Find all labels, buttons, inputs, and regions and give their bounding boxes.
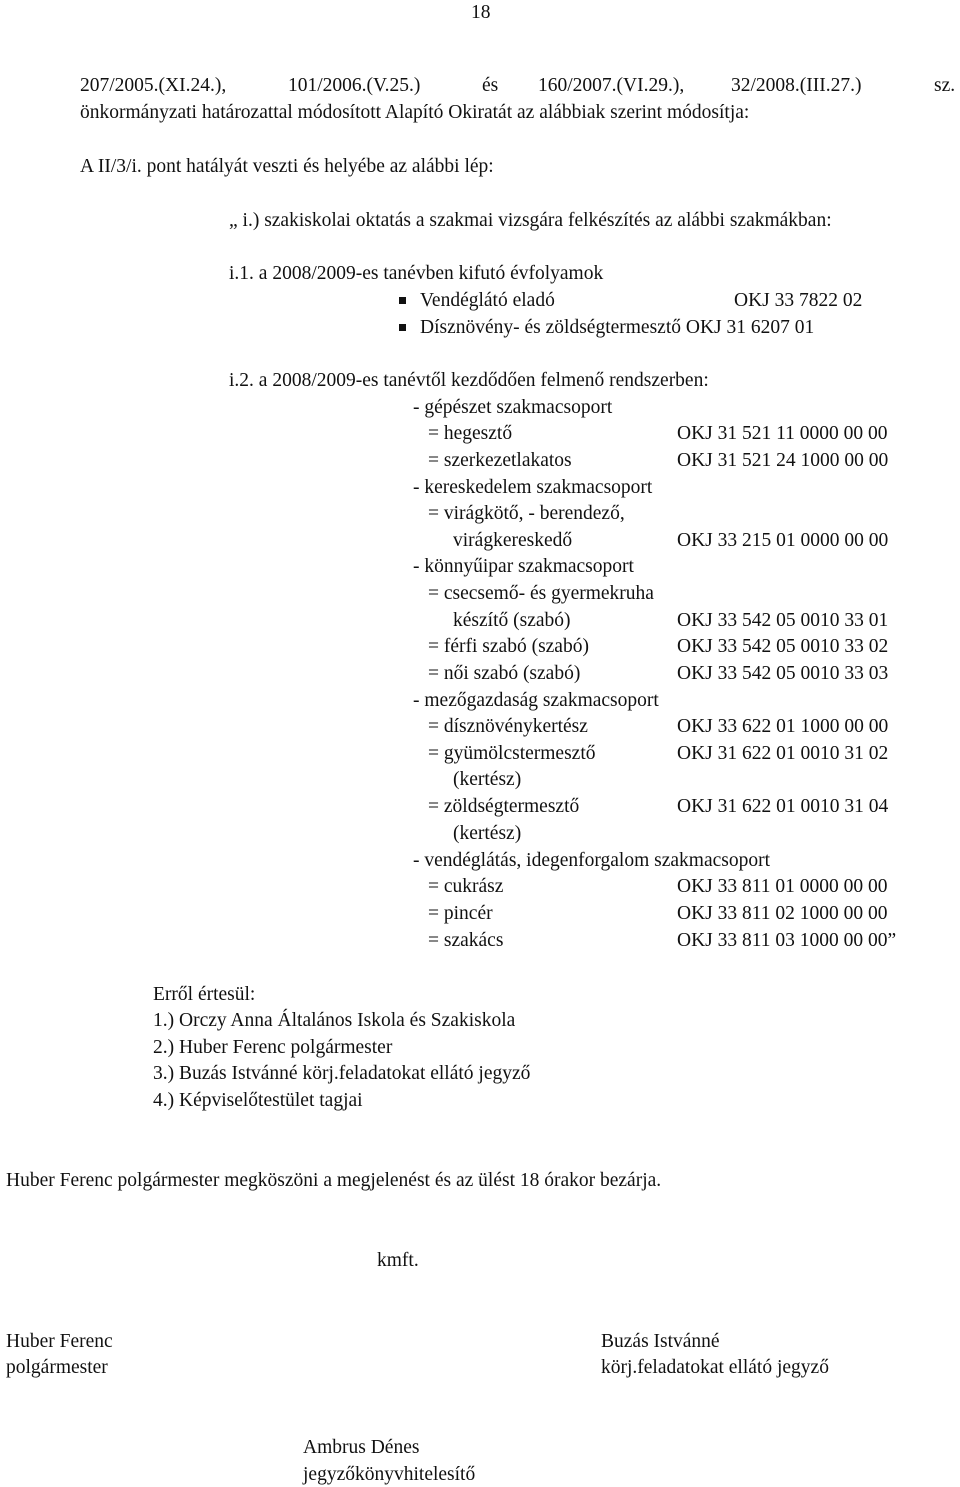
i2-line-text: = pincér [428,903,493,924]
notify-item: 4.) Képviselőtestület tagjai [153,1090,363,1111]
i2-line-code: OKJ 31 622 01 0010 31 02 [677,743,889,764]
notify-heading: Erről értesül: [153,984,256,1005]
bullet-icon [399,324,406,331]
i2-line-code: OKJ 33 811 03 1000 00 00” [677,930,897,951]
i2-line-text: (kertész) [453,823,522,844]
intro-ref-3: 160/2007.(VI.29.), [538,75,685,96]
i2-line-text: = virágkötő, - berendező, [428,503,625,524]
section-heading: A II/3/i. pont hatályát veszti és helyébe az alábbi lép: [80,156,494,177]
signature-right-name: Buzás Istvánné [601,1331,720,1352]
i2-line-code: OKJ 33 622 01 1000 00 00 [677,716,889,737]
i2-line-text: - gépészet szakmacsoport [413,397,613,418]
quote-line: „ i.) szakiskolai oktatás a szakmai vizsgára felkészítés az alábbi szakmákban: [229,210,832,231]
i2-line-code: OKJ 33 542 05 0010 33 03 [677,663,889,684]
i2-line-text: = gyümölcstermesztő [428,743,596,764]
signature-right-role: körj.feladatokat ellátó jegyző [601,1357,829,1378]
i2-line-text: (kertész) [453,769,522,790]
i2-line-text: = csecsemő- és gyermekruha [428,583,654,604]
i2-line-text: = cukrász [428,876,504,897]
i2-line-text: virágkereskedő [453,530,573,551]
notify-item: 3.) Buzás Istvánné körj.feladatokat ellátó jegyző [153,1063,531,1084]
i2-line-code: OKJ 31 521 11 0000 00 00 [677,423,888,444]
closing-statement: Huber Ferenc polgármester megköszöni a megjelenést és az ülést 18 órakor bezárja. [6,1170,662,1191]
i2-line-code: OKJ 33 811 01 0000 00 00 [677,876,888,897]
kmft-label: kmft. [377,1250,419,1271]
intro-abbrev: sz. [934,75,956,96]
i1-item-name: Dísznövény- és zöldségtermesztő OKJ 31 6207 01 [420,317,815,338]
i2-line-code: OKJ 33 215 01 0000 00 00 [677,530,889,551]
i2-line-text: - mezőgazdaság szakmacsoport [413,690,659,711]
i2-line-code: OKJ 33 811 02 1000 00 00 [677,903,888,924]
i2-line-text: = szakács [428,930,504,951]
signature-left-name: Huber Ferenc [6,1331,113,1352]
page-number: 18 [471,2,491,23]
notify-item: 1.) Orczy Anna Általános Iskola és Szakiskola [153,1010,516,1031]
notify-item: 2.) Huber Ferenc polgármester [153,1037,393,1058]
signature-bottom-role: jegyzőkönyvhitelesítő [303,1464,476,1485]
i2-line-text: = hegesztő [428,423,513,444]
i2-line-text: - könnyűipar szakmacsoport [413,556,634,577]
intro-conjunction: és [482,75,499,96]
i2-line-code: OKJ 33 542 05 0010 33 02 [677,636,889,657]
i2-title: i.2. a 2008/2009-es tanévtől kezdődően felmenő rendszerben: [229,370,709,391]
i2-line-text: készítő (szabó) [453,610,571,631]
i2-line-text: = szerkezetlakatos [428,450,572,471]
i2-line-text: - vendéglátás, idegenforgalom szakmacsoport [413,850,771,871]
intro-ref-4: 32/2008.(III.27.) [731,75,862,96]
intro-ref-2: 101/2006.(V.25.) [288,75,421,96]
i2-line-text: = zöldségtermesztő [428,796,580,817]
intro-ref-1: 207/2005.(XI.24.), [80,75,227,96]
i2-line-code: OKJ 31 521 24 1000 00 00 [677,450,889,471]
intro-line-2: önkormányzati határozattal módosított Alapító Okiratát az alábbiak szerint módosítja: [80,102,750,123]
signature-left-role: polgármester [6,1357,108,1378]
signature-bottom-name: Ambrus Dénes [303,1437,420,1458]
i2-line-code: OKJ 33 542 05 0010 33 01 [677,610,889,631]
i1-item-name: Vendéglátó eladó [420,290,555,311]
i2-line-text: = női szabó (szabó) [428,663,581,684]
i2-line-code: OKJ 31 622 01 0010 31 04 [677,796,889,817]
i2-line-text: - kereskedelem szakmacsoport [413,477,653,498]
bullet-icon [399,297,406,304]
i1-title: i.1. a 2008/2009-es tanévben kifutó évfolyamok [229,263,604,284]
i1-item-code: OKJ 33 7822 02 [734,290,863,311]
i2-line-text: = dísznövénykertész [428,716,588,737]
i2-line-text: = férfi szabó (szabó) [428,636,589,657]
